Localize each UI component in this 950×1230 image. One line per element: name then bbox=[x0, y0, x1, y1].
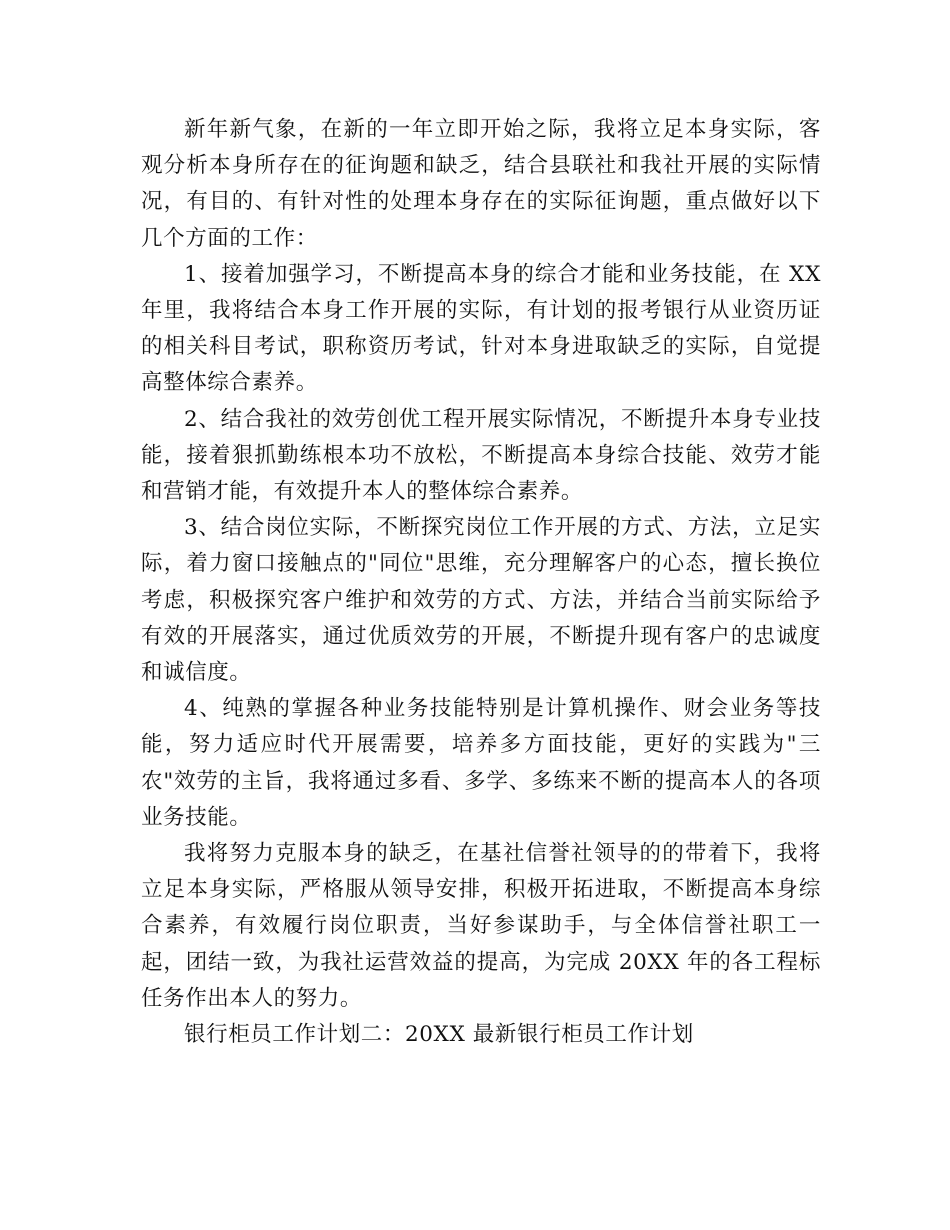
section-heading: 银行柜员工作计划二：20XX 最新银行柜员工作计划 bbox=[184, 1022, 694, 1048]
paragraph-item-2: 2、结合我社的效劳创优工程开展实际情况，不断提升本身专业技能，接着狠抓勤练根本功不放松，不断提高本身综合技能、效劳才能和营销才能，有效提升本人的整体综合素养。 bbox=[141, 406, 821, 505]
document-body bbox=[141, 112, 821, 1053]
paragraph-intro: 新年新气象，在新的一年立即开始之际，我将立足本身实际，客观分析本身所存在的征询题和缺乏，结合县联社和我社开展的实际情况，有目的、有针对性的处理本身存在的实际征询题，重点做好以下几个方面的工作： bbox=[141, 117, 821, 251]
paragraph-item-4: 4、纯熟的掌握各种业务技能特别是计算机操作、财会业务等技能，努力适应时代开展需要，培养多方面技能，更好的实践为"三农"效劳的主旨，我将通过多看、多学、多练来不断的提高本人的各项业务技能。 bbox=[141, 696, 821, 830]
paragraph-item-1: 1、接着加强学习，不断提高本身的综合才能和业务技能，在 XX 年里，我将结合本身工作开展的实际，有计划的报考银行从业资历证的相关科目考试，职称资历考试，针对本身进取缺乏的实际，自觉提高整体综合素养。 bbox=[141, 261, 821, 396]
paragraph-conclusion: 我将努力克服本身的缺乏，在基社信誉社领导的的带着下，我将立足本身实际，严格服从领导安排，积极开拓进取，不断提高本身综合素养，有效履行岗位职责，当好参谋助手，与全体信誉社职工一起，团结一致，为我社运营效益的提高，为完成 20XX 年的各工程标任务作出本人的努力。 bbox=[141, 841, 821, 1011]
paragraph-item-3: 3、结合岗位实际，不断探究岗位工作开展的方式、方法，立足实际，着力窗口接触点的"同位"思维，充分理解客户的心态，擅长换位考虑，积极探究客户维护和效劳的方式、方法，并结合当前实际给予有效的开展落实，通过优质效劳的开展，不断提升现有客户的忠诚度和诚信度。 bbox=[141, 515, 821, 686]
